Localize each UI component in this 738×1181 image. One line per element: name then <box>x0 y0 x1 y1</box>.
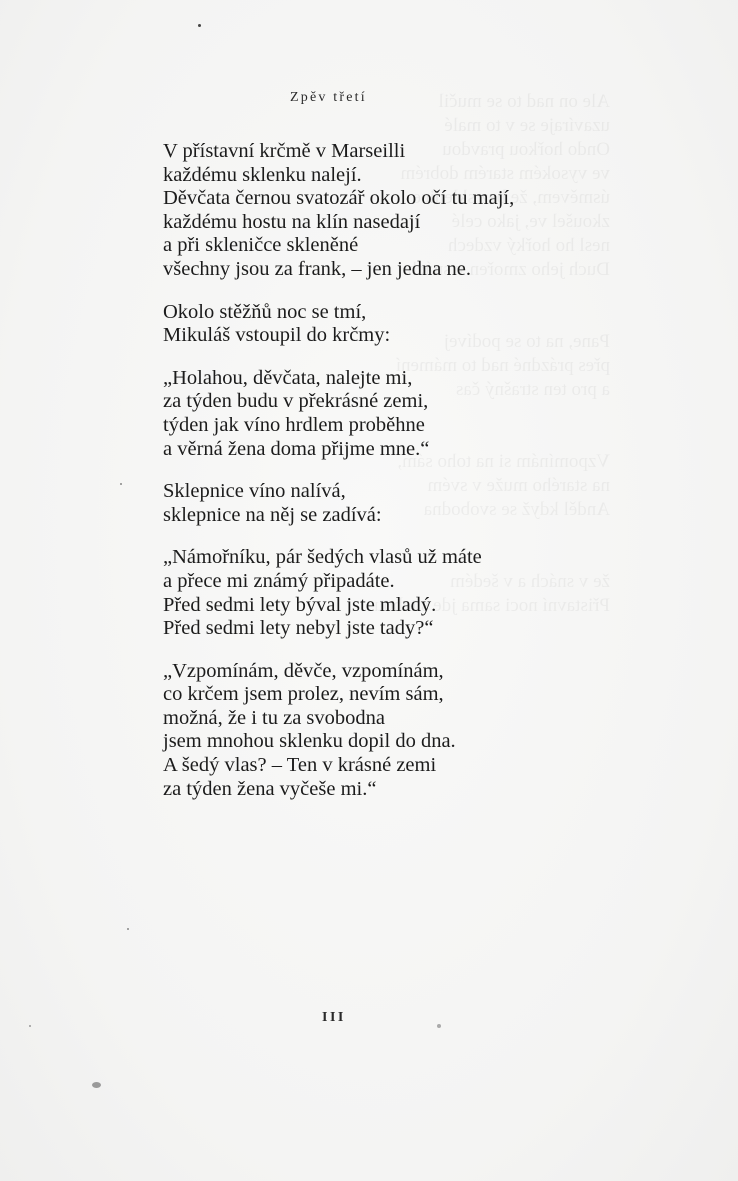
verse-line: možná, že i tu za svobodna <box>163 706 386 729</box>
paper-speck <box>92 1082 101 1088</box>
paper-speck <box>437 1024 441 1028</box>
stanza <box>163 660 514 802</box>
verse-line: týden jak víno hrdlem proběhne <box>163 413 425 436</box>
verse-line: sklepnice na něj se zadívá: <box>163 503 382 526</box>
verse-line: A šedý vlas? – Ten v krásné zemi <box>163 754 437 777</box>
verse-line: „Vzpomínám, děvče, vzpomínám, <box>163 659 444 682</box>
page-number: III <box>322 1010 346 1025</box>
verse-line: Před sedmi lety býval jste mladý. <box>163 593 437 616</box>
paper-speck <box>198 24 201 27</box>
stanza <box>163 480 514 527</box>
verse-line: za týden žena vyčeše mi.“ <box>163 777 377 800</box>
verse-line: všechny jsou za frank, – jen jedna ne. <box>163 257 471 280</box>
stanza <box>163 367 514 461</box>
paper-speck <box>29 1025 31 1027</box>
running-head: Zpěv třetí <box>290 90 367 105</box>
stanza <box>163 140 514 282</box>
poem-body <box>163 140 514 820</box>
verse-line: co krčem jsem prolez, nevím sám, <box>163 683 444 706</box>
verse-line: V přístavní krčmě v Marseilli <box>163 140 406 162</box>
paper-speck <box>127 928 129 930</box>
verse-line: a věrná žena doma přijme mne.“ <box>163 437 430 460</box>
verse-line: Okolo stěžňů noc se tmí, <box>163 300 367 323</box>
verse-line: Před sedmi lety nebyl jste tady?“ <box>163 617 434 640</box>
verse-line: každému sklenku nalejí. <box>163 163 362 186</box>
verse-line: a při skleničce skleněné <box>163 234 359 257</box>
verse-line: Děvčata černou svatozář okolo očí tu mají, <box>163 187 515 210</box>
paper-speck <box>120 483 122 485</box>
verse-line: Mikuláš vstoupil do krčmy: <box>163 324 391 347</box>
verse-line: a přece mi známý připadáte. <box>163 569 395 592</box>
verse-line: jsem mnohou sklenku dopil do dna. <box>163 730 456 753</box>
stanza <box>163 546 514 640</box>
verse-line: každému hostu na klín nasedají <box>163 210 421 233</box>
verse-line: „Námořníku, pár šedých vlasů už máte <box>163 546 482 569</box>
verse-line: „Holahou, děvčata, nalejte mi, <box>163 366 413 389</box>
verse-line: za týden budu v překrásné zemi, <box>163 390 429 413</box>
verse-line: Sklepnice víno nalívá, <box>163 480 346 503</box>
stanza <box>163 301 514 348</box>
